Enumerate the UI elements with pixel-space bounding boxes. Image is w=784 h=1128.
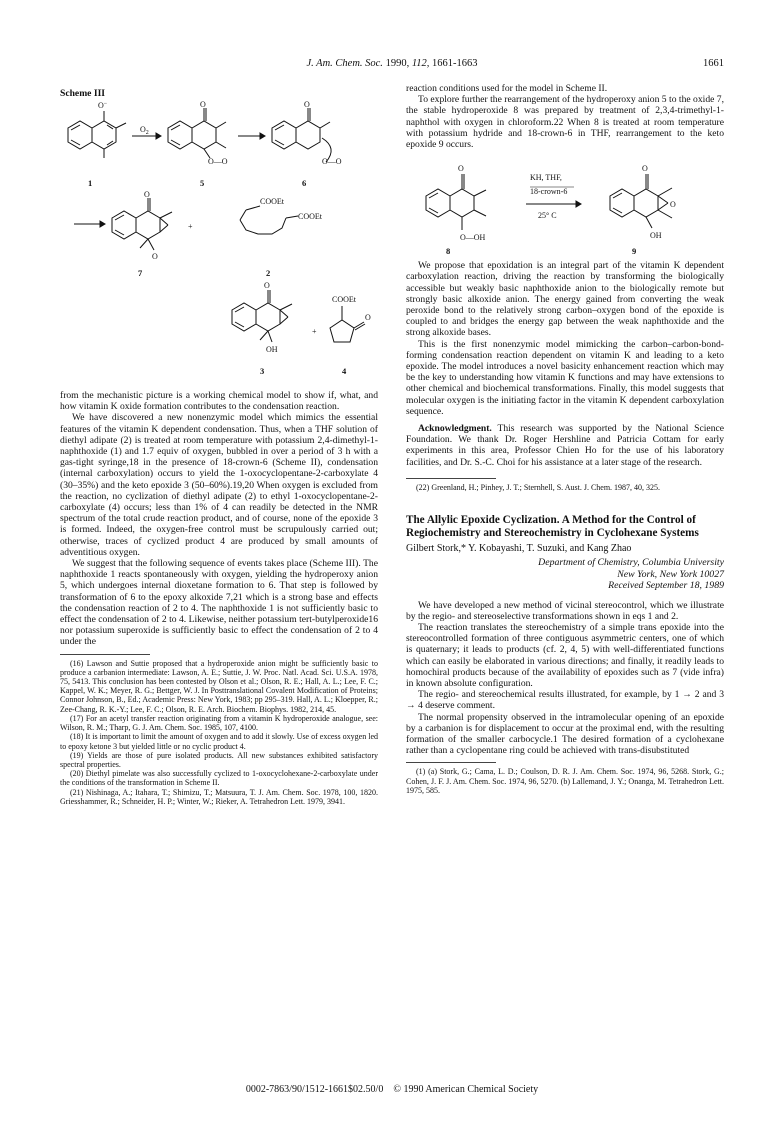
label-9: 9 bbox=[632, 246, 637, 257]
reagent-line-2: 18-crown-6 bbox=[530, 187, 568, 197]
compound-4-structure bbox=[330, 306, 365, 342]
paragraph-propose: We propose that epoxidation is an integral part of the vitamin K dependent carboxylation reaction, driving the reaction by transforming the biologically accessible but weakly basic naphthoxide anion to the biologically remote but strongly basic alkoxide anion. The energy gained from converting the weak peroxide bond to the relatively strong carbon–oxygen bond of the epoxide is coupled to and bridges the energy gap between the weak naphthoxide and the strong alkoxide bases. bbox=[406, 260, 724, 339]
page-footer bbox=[0, 1084, 784, 1095]
carbonyl-o-6: O bbox=[304, 100, 310, 109]
received-date: Received September 18, 1989 bbox=[608, 580, 724, 592]
carbonyl-o-4: O bbox=[365, 313, 371, 322]
article-paragraph-4: The normal propensity observed in the intramolecular opening of an epoxide by a carbanion is for displacement to occur at the proximal end, with the resulting formation of the smaller carbocycle.1 The desired formation of a cyclohexane rather than a cyclopentane ring could be achieved with trans-disubstituted bbox=[406, 711, 724, 757]
footnote-17: (17) For an acetyl transfer reaction originating from a vitamin K hydroperoxide analogue, see: Wilson, R. M.; Tharp, G. J. Am. Chem. Soc. 1985, 107, 4100. bbox=[60, 713, 378, 733]
footnote-22 bbox=[406, 483, 724, 492]
label-8: 8 bbox=[446, 246, 451, 257]
compound-2-structure bbox=[240, 206, 298, 234]
footnote-16: (16) Lawson and Suttie proposed that a hydroperoxide anion might be sufficiently basic to produce a carbanion intermediate: Lawson, A. E.; Suttie, J. W. Proc. Natl. Acad. Sci. U.S.A. 1978, 75, 5413. This conclusion has been contested by Olson et al.; Olson, R. E.; Hall, A. L.; Lee, F. C.; Kappel, W. K.; Meyer, R. G.; Bettger, W. J. In Posttranslational Covalent Modification of Proteins; Connor Johnson, B., Ed.; Academic Press: New York, 1983; pp 295–319. Hall, A. L.; Kloepper, R.; Zee-Chang, R. K.-Y.; Lee, F. C.; Olson, R. E. Arch. Biochem. Biophys. 1982, 214, 45. bbox=[60, 658, 378, 714]
cooet-label-2a: COOEt bbox=[260, 197, 284, 206]
paragraph-discovered: We have discovered a new nonenzymic model which mimics the essential features of the vitamin K dependent condensation. Thus, when a THF solution of diethyl adipate (2) is treated at room temperature with potassium 2,4-dimethyl-1-naphthoxide (1) and 1.7 equiv of oxygen, bubbled in over a period of 3 h with a gas-tight syringe,18 in the presence of 18-crown-6 (Scheme II), condensation (internal carboxylation) occurs to yield the 1-oxocyclopentane-2-carboxylate 4 (30–35%) and the keto epoxide 3 (50–60%).19,20 When oxygen is excluded from the reaction, no cyclization of diethyl adipate (2) to ethyl 1-oxocyclopentane-2-carboxylate (4) occurs; less than 1% of 4 can readily be detected in the NMR spectrum of the total crude reaction product, and of course, none of the epoxide 3 is formed. Indeed, the oxygen-free control must be scrupulously carried out; otherwise, traces of cyclized product 4 are produced by small amounts of adventitious oxygen. bbox=[60, 412, 378, 558]
footnote-18: (18) It is important to limit the amount of oxygen and to add it slowly. Use of excess oxygen led to epoxy ketone 3 but yielded little or no cyclic product 4. bbox=[60, 732, 378, 751]
footer-code: 0002-7863/90/1512-1661$02.50/0 bbox=[245, 1084, 384, 1095]
right-column bbox=[406, 83, 724, 795]
article-paragraph-2: The reaction translates the stereochemistry of a simple trans epoxide into the stereocontrolled formation of three contiguous asymmetric centers, one of which is quaternary; it leads to products (cf. 2, 4, 5) with well-differentiated functions which can easily be elaborated in various directions; and finally, it readily leads to homochiral products because of the availability of epoxides such as 7 (vide infra) in known absolute configuration. bbox=[406, 621, 724, 689]
reagent-line-3: 25° C bbox=[538, 211, 557, 221]
oh-label-3: OH bbox=[266, 345, 278, 354]
oh-label-9: OH bbox=[650, 231, 662, 241]
label-3: 3 bbox=[260, 366, 265, 376]
paragraph-top: reaction conditions used for the model in Scheme II. bbox=[406, 83, 608, 94]
ooh-label-8: O—OH bbox=[460, 233, 486, 243]
carbonyl-o-9: O bbox=[642, 164, 648, 174]
label-6: 6 bbox=[302, 178, 307, 188]
paragraph-explore: To explore further the rearrangement of the hydroperoxy anion 5 to the oxide 7, the stable hydroperoxide 8 was prepared by treatment of 2,3,4-trimethyl-1-naphthol with oxygen in chloroform.22 When 8 is treated at room temperature with potassium hydride and 18-crown-6 in THF, rearrangement to the keto epoxide 9 occurs. bbox=[406, 94, 724, 151]
page-number: 1661 bbox=[703, 58, 724, 69]
carbonyl-o-3: O bbox=[264, 281, 270, 290]
article-paragraph-3: The regio- and stereochemical results illustrated, for example, by 1 → 2 and 3 → 4 deserve comment. bbox=[406, 689, 724, 712]
reagent-line-1: KH, THF, bbox=[530, 173, 562, 183]
svg-text:+: + bbox=[188, 222, 193, 231]
oo-label-6: O—O bbox=[322, 157, 342, 166]
label-2: 2 bbox=[266, 268, 271, 278]
article-footnote-1 bbox=[406, 767, 724, 795]
acknowledgment-label: Acknowledgment. bbox=[418, 423, 492, 435]
label-5: 5 bbox=[200, 178, 205, 188]
journal-volume: 112, bbox=[411, 58, 430, 69]
carbonyl-o-7: O bbox=[144, 190, 150, 199]
footnote-rule-right bbox=[406, 478, 496, 479]
affiliation-1: Department of Chemistry, Columbia University bbox=[538, 557, 724, 569]
svg-text:+: + bbox=[312, 327, 317, 336]
svg-text:O2 bbox=[140, 125, 149, 136]
compound-1-structure bbox=[68, 111, 126, 158]
o2-label: O bbox=[140, 125, 146, 134]
affiliation-2: New York, New York 10027 bbox=[617, 568, 724, 580]
footnote-22-text: (22) Greenland, H.; Pinhey, J. T.; Sternhell, S. Aust. J. Chem. 1987, 40, 325. bbox=[416, 482, 661, 492]
article-title: The Allylic Epoxide Cyclization. A Method for the Control of Regiochemistry and Stereochemistry in Cyclohexane Systems bbox=[406, 514, 699, 540]
footnote-21: (21) Nishinaga, A.; Itahara, T.; Shimizu, T.; Matsuura, T. J. Am. Chem. Soc. 1978, 100, 1820. Griesshammer, R.; Schneider, H. P.; Winter, W.; Rieker, A. Tetrahedron Lett. 1979, 3941. bbox=[60, 787, 378, 806]
journal-pages: 1661-1663 bbox=[432, 58, 478, 69]
journal-year: 1990, bbox=[385, 58, 410, 69]
footnote-19: (19) Yields are those of pure isolated products. All new substances exhibited satisfactory spectral properties. bbox=[60, 750, 378, 769]
carbonyl-o-5: O bbox=[200, 100, 206, 109]
compound-6-structure bbox=[272, 108, 331, 162]
compound-5-structure bbox=[168, 108, 226, 158]
journal-name: J. Am. Chem. Soc. bbox=[306, 58, 383, 69]
reaction-8-to-9-diagram bbox=[406, 152, 724, 258]
footnotes-left bbox=[60, 659, 378, 806]
paragraph-first: This is the first nonenzymic model mimicking the carbon–carbon-bond-forming condensation reaction dependent on vitamin K and leading to a keto epoxide. The model introduces a novel basicity enhancement reaction which may be the key to understanding how vitamin K functions and may have extensions to other chemical and biochemical transformations. Finally, this model suggests that molecular oxygen is the initiating factor in the vitamin K dependent carboxylation sequence. bbox=[406, 338, 724, 417]
o-minus-label-7: O bbox=[152, 252, 158, 261]
acknowledgment bbox=[406, 423, 724, 468]
carbonyl-o-8: O bbox=[458, 164, 464, 174]
footer-copyright: © 1990 American Chemical Society bbox=[393, 1084, 539, 1095]
label-1: 1 bbox=[88, 178, 93, 188]
left-column bbox=[60, 390, 378, 806]
acknowledgment-text: This research was supported by the National Science Foundation. We thank Dr. Roger Hershline and Patricia Cottam for early experiments in this area, Professor Chien Ho for the use of his laboratory facilities, and Dr. S.-C. Choi for his assistance at a later stage of the research. bbox=[406, 423, 725, 468]
compound-7-structure bbox=[112, 198, 172, 250]
label-4: 4 bbox=[342, 366, 347, 376]
paragraph-suggest: We suggest that the following sequence of events takes place (Scheme III). The naphthoxide 1 reacts spontaneously with oxygen, yielding the hydroperoxy anion 5, which undergoes internal dioxetane formation to 6. That step is followed by transformation of 6 to the epoxy alkoxide 7,21 which is a strong base and effects the condensation reaction of 2 to 4. The naphthoxide 1 is not sufficiently basic to effect the condensation of 2 to 4. Likewise, neither potassium tert-butylperoxide16 nor potassium superoxide is sufficiently basic to effect the condensation of 2 to 4 under the bbox=[60, 558, 378, 648]
article-footnote-1-text: (1) (a) Stork, G.; Cama, L. D.; Coulson, D. R. J. Am. Chem. Soc. 1974, 96, 5268. Stork, G.; Cohen, J. F. J. Am. Chem. Soc. 1974, 96, 5270. (b) Lallemand, J. Y.; Onanga, M. Tetrahedron Lett. 1975, 585. bbox=[406, 767, 724, 795]
o-minus-label-1: O bbox=[98, 101, 104, 110]
paragraph-intro: from the mechanistic picture is a working chemical model to show if, what, and how vitamin K oxide formation contributes to the condensation reaction. bbox=[60, 390, 378, 413]
cooet-label-4: COOEt bbox=[332, 295, 356, 304]
scheme-title: Scheme III bbox=[60, 88, 106, 99]
compound-3-structure bbox=[232, 290, 292, 342]
footnote-rule-article bbox=[406, 762, 496, 763]
label-7: 7 bbox=[138, 268, 143, 278]
scheme-iii-diagram bbox=[60, 98, 390, 413]
footnote-20: (20) Diethyl pimelate was also successfully cyclized to 1-oxocyclohexane-2-carboxylate under the conditions of the transformation in Scheme II. bbox=[60, 769, 378, 788]
running-header bbox=[0, 58, 784, 69]
svg-text:O−: O− bbox=[98, 101, 108, 110]
oo-label-5: O—O bbox=[208, 157, 228, 166]
footnote-rule bbox=[60, 654, 150, 655]
epoxide-o-9: O bbox=[670, 200, 676, 210]
article-authors: Gilbert Stork,* Y. Kobayashi, T. Suzuki, and Kang Zhao bbox=[406, 543, 632, 555]
article-paragraph-1: We have developed a new method of vicinal stereocontrol, which we illustrate by the regio- and stereoselective transformations shown in eqs 1 and 2. bbox=[406, 599, 724, 622]
new-article bbox=[406, 514, 724, 795]
cooet-label-2b: COOEt bbox=[298, 212, 322, 221]
o2-subscript: 2 bbox=[145, 130, 149, 136]
